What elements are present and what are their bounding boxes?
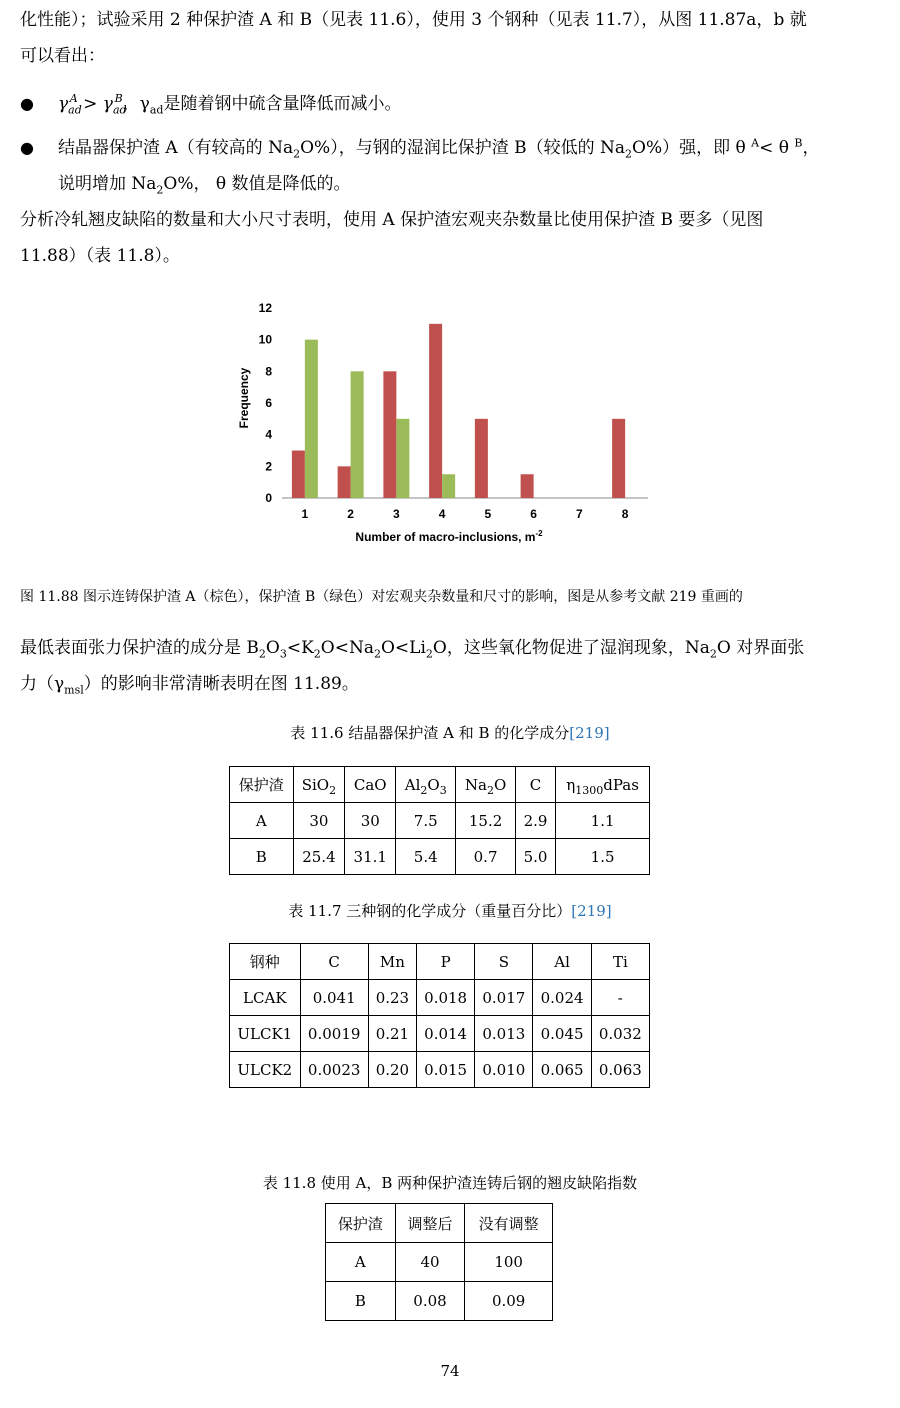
bullet-1-text: $\gamma_{ad}^A > \gamma_{ad}^B$，$\gamma_{ad}$是随着钢中硫含量降低而减小。 xyxy=(58,92,402,117)
table-row xyxy=(230,1016,650,1052)
bar-series-1-cat-3 xyxy=(383,371,396,498)
bar-series-2-cat-4 xyxy=(442,474,455,498)
table-6-title: 表 11.6 结晶器保护渣 A 和 B 的化学成分[219] xyxy=(290,724,610,742)
table-header-cell: 没有调整 xyxy=(465,1204,553,1243)
table-row xyxy=(326,1243,553,1282)
paragraph-3-line-2: 力$(\gamma_{msl})$的影响非常清晰表明在图 11.89。 xyxy=(20,674,359,697)
table-6 xyxy=(229,766,650,875)
table-cell: 0.041 xyxy=(300,980,368,1016)
x-tick-label: 7 xyxy=(576,507,583,521)
table-cell: 0.032 xyxy=(591,1016,649,1052)
table-cell: ULCK2 xyxy=(230,1052,301,1088)
table-cell: 0.014 xyxy=(417,1016,475,1052)
table-cell: ULCK1 xyxy=(230,1016,301,1052)
y-tick-label: 12 xyxy=(258,301,272,315)
bar-series-1-cat-6 xyxy=(521,474,534,498)
table-row xyxy=(230,1052,650,1088)
table-cell: 0.013 xyxy=(475,1016,533,1052)
table-header-cell: 保护渣 xyxy=(230,767,294,803)
table-header-row xyxy=(326,1204,553,1243)
y-tick-label: 4 xyxy=(265,427,272,442)
table-header-cell: 钢种 xyxy=(230,944,301,980)
table-cell: 25.4 xyxy=(293,839,345,875)
reference-link[interactable]: [219] xyxy=(569,724,610,742)
x-axis-label: Number of macro-inclusions, $m^{-2}$ xyxy=(355,529,543,544)
gamma-ad-a: $\gamma_{ad}^A$ xyxy=(58,92,82,117)
x-tick-label: 3 xyxy=(393,507,400,521)
y-axis-label: Frequency xyxy=(237,367,251,429)
table-header-cell: 保护渣 xyxy=(326,1204,396,1243)
table-header-cell: C xyxy=(515,767,555,803)
y-tick-label: 8 xyxy=(265,364,272,379)
x-tick-label: 6 xyxy=(530,507,537,521)
bar-series-2-cat-2 xyxy=(351,371,364,498)
table-header-cell: $Al_2O_3$ xyxy=(396,767,456,803)
bar-series-1-cat-1 xyxy=(292,451,305,499)
table-header-cell: Ti xyxy=(591,944,649,980)
paragraph-1-line-1: 化性能）；试验采用 2 种保护渣 A 和 B（见表 11.6），使用 3 个钢种（见表 11.7），从图 11.87a，b 就 xyxy=(20,10,807,30)
y-tick-label: 6 xyxy=(265,396,272,410)
table-cell: 0.015 xyxy=(417,1052,475,1088)
table-8-title: 表 11.8 使用 A，B 两种保护渣连铸后钢的翘皮缺陷指数 xyxy=(262,1174,638,1192)
table-7-title: 表 11.7 三种钢的化学成分（重量百分比）[219] xyxy=(288,902,612,920)
table-header-row xyxy=(230,944,650,980)
x-tick-label: 5 xyxy=(484,507,492,521)
page-number: 74 xyxy=(440,1362,460,1380)
bullet-dot-icon: ● xyxy=(20,94,34,113)
table-cell: 30 xyxy=(293,803,345,839)
table-cell: 7.5 xyxy=(396,803,456,839)
table-row xyxy=(230,839,650,875)
bar-series-2-cat-1 xyxy=(305,340,318,498)
reference-link[interactable]: [219] xyxy=(571,902,612,920)
table-cell: B xyxy=(326,1282,396,1321)
table-cell: 5.0 xyxy=(515,839,555,875)
x-tick-label: 1 xyxy=(301,507,309,521)
bar-series-1-cat-2 xyxy=(338,466,351,498)
table-cell: 0.010 xyxy=(475,1052,533,1088)
bullet-2-text: 结晶器保护渣 A（有较高的 $Na_2O\%$），与钢的湿润比保护渣 B（较低的 $Na_2O\%$）强，即 θ $^A$< θ $^B$， 说明增加 $Na_2O\%$， θ 数值是降低的。 xyxy=(58,136,820,197)
table-cell: 40 xyxy=(395,1243,465,1282)
table-header-cell: P xyxy=(417,944,475,980)
table-header-cell: Al xyxy=(533,944,591,980)
table-row xyxy=(230,803,650,839)
table-cell: 0.063 xyxy=(591,1052,649,1088)
table-cell: 100 xyxy=(465,1243,553,1282)
paragraph-2-line-1: 分析冷轧翘皮缺陷的数量和大小尺寸表明，使用 A 保护渣宏观夹杂数量比使用保护渣 B 要多（见图 xyxy=(20,210,764,230)
gamma-ad-b: $\gamma_{ad}^B$ xyxy=(102,92,127,117)
table-header-cell: 调整后 xyxy=(395,1204,465,1243)
table-cell: 0.7 xyxy=(456,839,516,875)
table-cell: 0.018 xyxy=(417,980,475,1016)
chart-svg xyxy=(230,296,660,548)
bar-series-1-cat-4 xyxy=(429,324,442,498)
bar-series-1-cat-8 xyxy=(612,419,625,498)
figure-caption: 图 11.88 图示连铸保护渣 A（棕色），保护渣 B（绿色）对宏观夹杂数量和尺寸的影响，图是从参考文献 219 重画的 xyxy=(20,589,743,605)
table-header-cell: SiO$_2$ xyxy=(293,767,345,803)
table-header-cell: S xyxy=(475,944,533,980)
x-tick-label: 8 xyxy=(621,507,629,521)
paragraph-3-line-1: 最低表面张力保护渣的成分是 $B_2O_3<K_2O<Na_2O<Li_2O$，这些氧化物促进了湿润现象，$Na_2O$ 对界面张 xyxy=(20,638,805,661)
table-cell: 0.065 xyxy=(533,1052,591,1088)
table-cell: 0.08 xyxy=(395,1282,465,1321)
paragraph-1-line-2: 可以看出： xyxy=(20,46,105,66)
table-cell: 2.9 xyxy=(515,803,555,839)
table-header-row xyxy=(230,767,650,803)
table-cell: A xyxy=(230,803,294,839)
y-tick-label: 2 xyxy=(265,459,272,474)
table-cell: 0.21 xyxy=(368,1016,416,1052)
bar-series-2-cat-3 xyxy=(396,419,409,498)
table-cell: 15.2 xyxy=(456,803,516,839)
table-cell: LCAK xyxy=(230,980,301,1016)
macro-inclusions-bar-chart xyxy=(230,296,660,548)
table-7 xyxy=(229,943,650,1088)
greater-than: > xyxy=(83,94,98,114)
table-cell: 0.09 xyxy=(465,1282,553,1321)
table-cell: 0.20 xyxy=(368,1052,416,1088)
x-tick-label: 4 xyxy=(438,507,446,521)
table-cell: 0.0019 xyxy=(300,1016,368,1052)
table-cell: 31.1 xyxy=(345,839,396,875)
y-tick-label: 0 xyxy=(265,491,272,505)
bar-series-1-cat-5 xyxy=(475,419,488,498)
table-header-cell: $Na_2O$ xyxy=(456,767,516,803)
table-cell: A xyxy=(326,1243,396,1282)
table-cell: 0.024 xyxy=(533,980,591,1016)
table-header-cell: CaO xyxy=(345,767,396,803)
table-cell: 1.1 xyxy=(556,803,650,839)
bullet-dot-icon: ● xyxy=(20,138,34,157)
table-row xyxy=(230,980,650,1016)
table-cell: 0.23 xyxy=(368,980,416,1016)
table-cell: 0.045 xyxy=(533,1016,591,1052)
table-cell: - xyxy=(591,980,649,1016)
paragraph-2-line-2: 11.88）（表 11.8）。 xyxy=(20,246,180,266)
table-row xyxy=(326,1282,553,1321)
table-header-cell: Mn xyxy=(368,944,416,980)
table-cell: 0.0023 xyxy=(300,1052,368,1088)
table-cell: 30 xyxy=(345,803,396,839)
table-header-cell: $\eta_{1300}dPas$ xyxy=(556,767,650,803)
table-cell: 0.017 xyxy=(475,980,533,1016)
table-8 xyxy=(325,1203,553,1321)
table-cell: 5.4 xyxy=(396,839,456,875)
table-header-cell: C xyxy=(300,944,368,980)
x-tick-label: 2 xyxy=(347,507,354,521)
y-tick-label: 10 xyxy=(258,332,272,347)
table-cell: 1.5 xyxy=(556,839,650,875)
table-cell: B xyxy=(230,839,294,875)
